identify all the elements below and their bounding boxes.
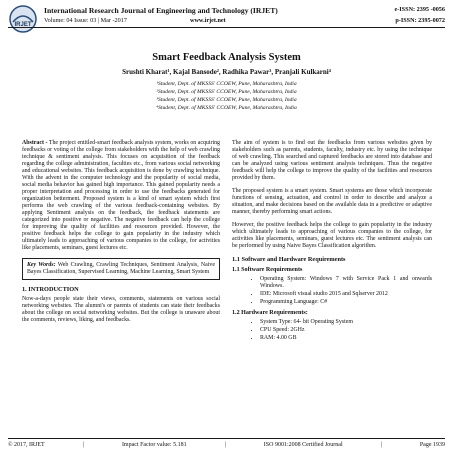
pissn: p-ISSN: 2395-0072	[395, 17, 445, 24]
list-item: • System Type: 64- bit Operating System	[260, 319, 432, 326]
paper-authors: Srushti Kharat¹, Kajal Bansode², Radhika Pawar³, Pranjali Kulkarni⁴	[122, 68, 331, 76]
affiliation-1: ¹Student, Dept. of MKSSS' CCOEW, Pune, Maharashtra, India	[156, 81, 297, 87]
journal-volume: Volume: 04 Issue: 03 | Mar -2017	[44, 17, 127, 24]
introduction-text: Now-a-days people state their views, comments, statements on various social networking websites. The alumni's or parents of students can state their feedbacks about the college on social networking websites. But the college is unaware about the comments, reviews, liking, and feedbacks.	[22, 296, 220, 323]
affiliation-3: ³Student, Dept. of MKSSS' CCOEW, Pune, Maharashtra, India	[156, 97, 297, 103]
journal-url[interactable]: www.irjet.net	[190, 17, 226, 24]
requirements-heading: 1.1 Software and Hardware Requirements	[232, 256, 346, 263]
keywords-box	[22, 258, 220, 280]
list-item: • RAM: 4.00 GB	[260, 335, 432, 342]
hardware-list	[260, 319, 432, 342]
keywords-text: Web Crawling, Crawling Techniques, Sentiment Analysis, Naive Bayes Classification, Supervised Learning, Machine Learning, Smart System	[27, 262, 215, 275]
abstract	[22, 140, 220, 252]
right-column	[232, 140, 432, 346]
list-item: • Programming Language: C#	[260, 299, 432, 306]
abstract-label: Abstract -	[22, 140, 48, 146]
irjet-logo-icon	[8, 4, 38, 34]
footer-rule	[8, 438, 445, 439]
abstract-text: The project entitled-smart feedback analysis system, works on acquiring feedbacks or voting of the college from stakeholders with the help of web crawling technique & sentiment analysis. This focuses on acquisition of the feedback regarding the college administration, faculties etc., from various social networking and educational websites. This feedback acquisition is done by crawling technique. With the advent in the computer technology and the popularity of social media, social media behavior has gained high importance. This gained popularity needs a proper interpretation and processing in order to use the feedbacks generated for organization betterment. Proposed system is a kind of smart system which first performs the web crawling of the various feedback-containing websites. By applying Sentiment analysis on the feedback, the feedback statements are categorized into positive or negative. The negative feedback can help the college for improving the quality of facilities and resources provided. However, the positive feedback helps the college to gain popularity in the industry which ultimately leads to approaching of various companies to the college, for activities like placements, seminars, guest lectures etc.	[22, 140, 220, 251]
logo-text: IRJET	[14, 22, 32, 28]
page-footer	[8, 442, 445, 448]
introduction-heading: 1. INTRODUCTION	[22, 286, 79, 293]
affiliation-4: ⁴Student, Dept. of MKSSS' CCOEW, Pune, Maharashtra, India	[156, 105, 297, 111]
aim-paragraph: The aim of system is to find out the feedbacks from various websites given by stakeholders such as parents, students, faculty, industry etc. by using the technique of web crawling. This searched and captured feedbacks are stored into database and can be analyzed using various sentiment analysis techniques. Thus the negative feedback will help the college to improve the quality of the facilities and resources provided by them.	[232, 140, 432, 181]
eissn: e-ISSN: 2395 -0056	[394, 6, 445, 13]
positive-feedback-paragraph: However, the positive feedback helps the college to gain popularity in the industry which ultimately leads to approaching of various companies to the college, for activities like placements, seminars, guest lectures etc. The sentiment analysis can be performed by using Naive Bayes Classification algorithm.	[232, 222, 432, 249]
journal-name: International Research Journal of Engineering and Technology (IRJET)	[44, 6, 278, 15]
journal-header	[8, 4, 445, 40]
affiliation-2: ²Student, Dept. of MKSSS' CCOEW, Pune, Maharashtra, India	[156, 89, 297, 95]
footer-separator: |	[380, 442, 382, 448]
list-item: • CPU Speed: 2GHz	[260, 327, 432, 334]
software-heading: 1.1 Software Requirements	[232, 267, 303, 273]
paper-title: Smart Feedback Analysis System	[152, 52, 301, 63]
list-item: • IDE: Microsoft visual studio 2015 and Sqlserver 2012	[260, 291, 432, 298]
list-item: • Operating System: Windows 7 with Service Pack 1 and onwards Windows.	[260, 276, 432, 290]
footer-impact-factor: Impact Factor value: 5.181	[121, 442, 187, 448]
software-list	[260, 276, 432, 306]
hardware-heading: 1.2 Hardware Requirements:	[232, 310, 308, 316]
footer-separator: |	[82, 442, 84, 448]
footer-page-number: Page 1939	[419, 442, 445, 448]
footer-separator: |	[224, 442, 226, 448]
footer-copyright: © 2017, IRJET	[8, 442, 45, 448]
keywords-label: Key Words:	[27, 262, 56, 268]
header-rule	[8, 27, 445, 28]
left-column	[22, 140, 220, 330]
footer-iso: ISO 9001:2008 Certified Journal	[263, 442, 343, 448]
smart-system-paragraph: The proposed system is a smart system. Smart systems are those which incorporate functions of sensing, actuation, and control in order to describe and analyze a situation, and make decisions based on the available data in a predictive or adaptive manner, thereby performing smart actions.	[232, 188, 432, 215]
